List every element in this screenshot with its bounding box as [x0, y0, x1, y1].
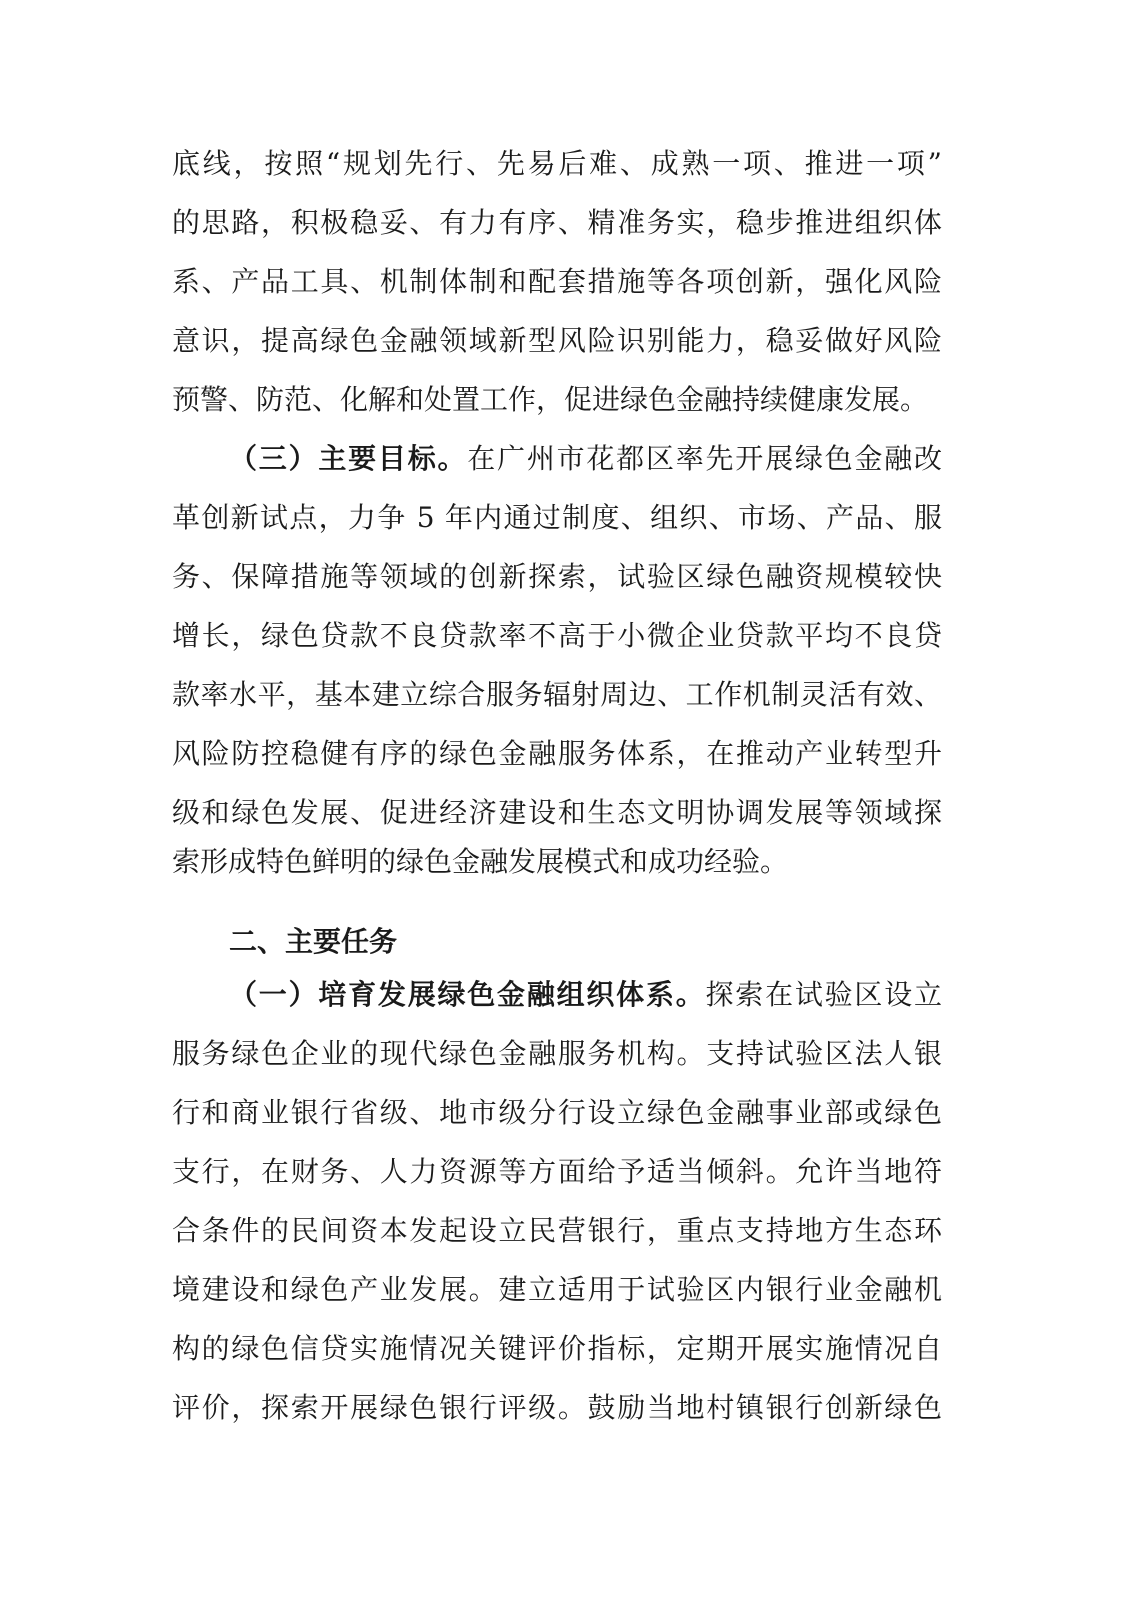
paragraph-line: 境建设和绿色产业发展。建立适用于试验区内银行业金融机	[172, 1273, 942, 1306]
paragraph-line: 行和商业银行省级、地市级分行设立绿色金融事业部或绿色	[172, 1096, 942, 1129]
paragraph-line: 服务绿色企业的现代绿色金融服务机构。支持试验区法人银	[172, 1037, 942, 1070]
paragraph-lead-heading: （三）主要目标。	[229, 442, 468, 475]
paragraph-line: 评价，探索开展绿色银行评级。鼓励当地村镇银行创新绿色	[172, 1391, 942, 1424]
section-heading: 二、主要任务	[229, 925, 398, 958]
paragraph-text: 在广州市花都区率先开展绿色金融改	[467, 442, 942, 475]
paragraph-line: 支行，在财务、人力资源等方面给予适当倾斜。允许当地符	[172, 1155, 942, 1188]
paragraph-line: 务、保障措施等领域的创新探索，试验区绿色融资规模较快	[172, 560, 942, 593]
paragraph-line: 风险防控稳健有序的绿色金融服务体系，在推动产业转型升	[172, 737, 942, 770]
paragraph-first-line	[229, 430, 942, 488]
paragraph-line: 的思路，积极稳妥、有力有序、精准务实，稳步推进组织体	[172, 206, 942, 239]
paragraph-line: 索形成特色鲜明的绿色金融发展模式和成功经验。	[172, 845, 789, 878]
paragraph-line: 构的绿色信贷实施情况关键评价指标，定期开展实施情况自	[172, 1332, 942, 1365]
paragraph-line: 系、产品工具、机制体制和配套措施等各项创新，强化风险	[172, 265, 942, 298]
paragraph-line: 革创新试点，力争 5 年内通过制度、组织、市场、产品、服	[172, 501, 942, 534]
paragraph-line: 合条件的民间资本发起设立民营银行，重点支持地方生态环	[172, 1214, 942, 1247]
paragraph-line: 增长，绿色贷款不良贷款率不高于小微企业贷款平均不良贷	[172, 619, 942, 652]
paragraph-line: 底线，按照“规划先行、先易后难、成熟一项、推进一项”	[172, 147, 942, 180]
paragraph-text: 探索在试验区设立	[705, 978, 942, 1011]
paragraph-line: 意识，提高绿色金融领域新型风险识别能力，稳妥做好风险	[172, 324, 942, 357]
paragraph-line: 预警、防范、化解和处置工作，促进绿色金融持续健康发展。	[172, 383, 929, 416]
paragraph-line: 款率水平，基本建立综合服务辐射周边、工作机制灵活有效、	[172, 678, 942, 711]
paragraph-lead-heading: （一）培育发展绿色金融组织体系。	[229, 978, 706, 1011]
paragraph-line: 级和绿色发展、促进经济建设和生态文明协调发展等领域探	[172, 796, 942, 829]
paragraph-first-line	[229, 966, 942, 1024]
